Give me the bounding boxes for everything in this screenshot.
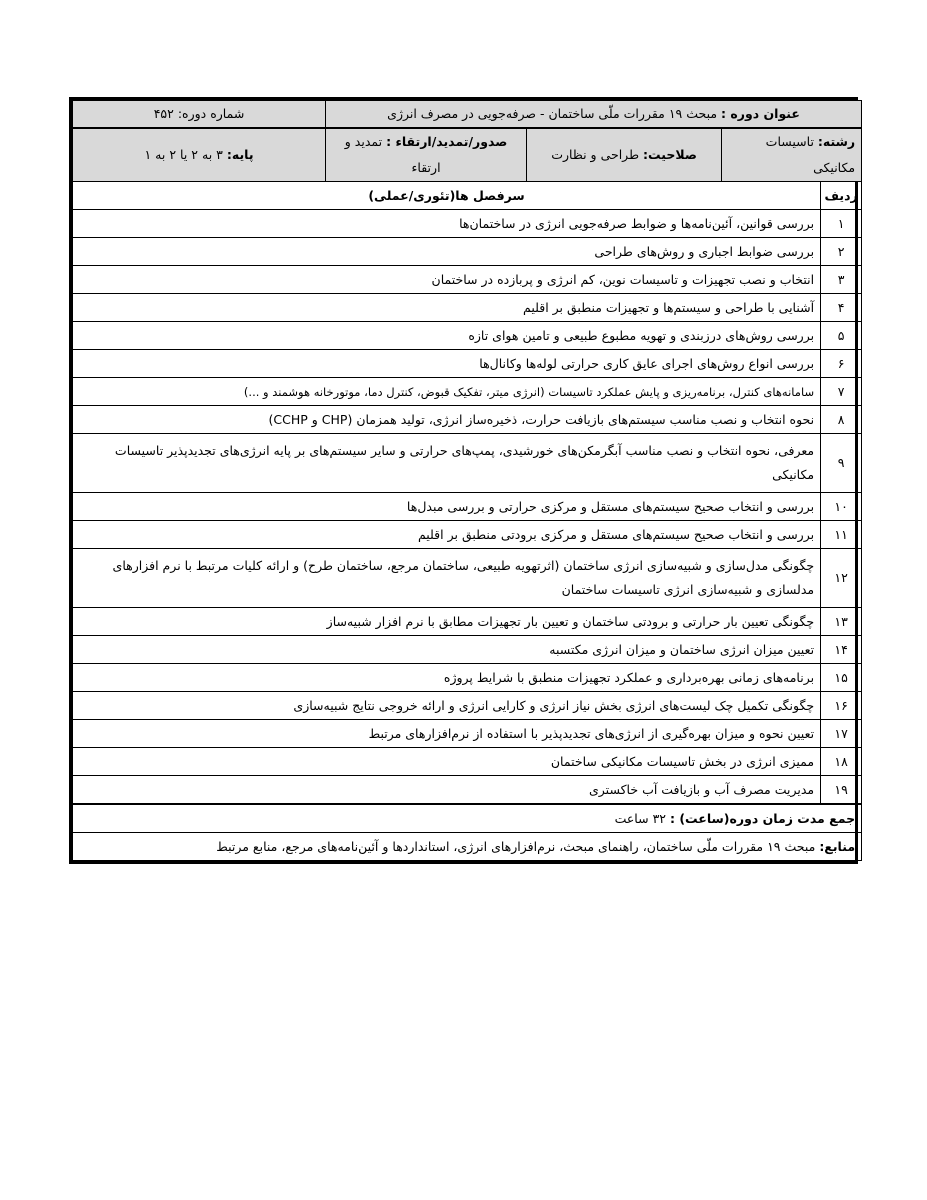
issue-value: تمدید و ارتقاء — [344, 134, 441, 175]
sources-cell — [73, 833, 862, 861]
row-number: ۱۲ — [821, 549, 862, 608]
row-number: ۱۱ — [821, 521, 862, 549]
syllabus-table — [72, 100, 862, 861]
course-title-label: عنوان دوره : — [721, 106, 800, 121]
sources-row — [73, 833, 862, 861]
table-row — [73, 493, 862, 521]
table-row — [73, 776, 862, 805]
row-topic: تعیین میزان انرژی ساختمان و میزان انرژی مکتسبه — [73, 636, 821, 664]
table-row — [73, 322, 862, 350]
row-topic: مدیریت مصرف آب و بازیافت آب خاکستری — [73, 776, 821, 805]
course-title-value: مبحث ۱۹ مقررات ملّی ساختمان - صرفه‌جویی در مصرف انرژی — [387, 106, 718, 121]
table-row — [73, 406, 862, 434]
table-row — [73, 434, 862, 493]
row-topic: تعیین نحوه و میزان بهره‌گیری از انرژی‌های تجدیدپذیر با استفاده از نرم‌افزارهای مرتبط — [73, 720, 821, 748]
row-topic: چگونگی تعیین بار حرارتی و برودتی ساختمان و تعیین بار تجهیزات مطابق با نرم افزار شبیه‌ساز — [73, 608, 821, 636]
row-number: ۳ — [821, 266, 862, 294]
row-topic: چگونگی مدل‌سازی و شبیه‌سازی انرژی ساختمان (اثرتهویه طبیعی، ساختمان مرجع، ساختمان طرح) و ارائه کلیات مرتبط با نرم افزارهای مدلسازی و شبیه‌سازی انرژی تاسیسات ساختمان — [73, 549, 821, 608]
issue-label: صدور/تمدید/ارتقاء : — [386, 134, 508, 149]
row-topic: چگونگی تکمیل چک لیست‌های انرژی بخش نیاز انرژی و کارایی انرژی و ارائه خروجی نتایج شبیه‌سازی — [73, 692, 821, 720]
row-number: ۱۵ — [821, 664, 862, 692]
table-row — [73, 238, 862, 266]
topics-header: سرفصل ها(تئوری/عملی) — [73, 182, 821, 210]
row-topic: بررسی روش‌های درزبندی و تهویه مطبوع طبیعی و تامین هوای تازه — [73, 322, 821, 350]
row-topic: بررسی ضوابط اجباری و روش‌های طراحی — [73, 238, 821, 266]
row-number: ۶ — [821, 350, 862, 378]
row-topic: بررسی قوانین، آئین‌نامه‌ها و ضوابط صرفه‌جویی انرژی در ساختمان‌ها — [73, 210, 821, 238]
row-number: ۱ — [821, 210, 862, 238]
row-number: ۸ — [821, 406, 862, 434]
row-topic: نحوه انتخاب و نصب مناسب سیستم‌های بازیافت حرارت، ذخیره‌ساز انرژی، تولید همزمان (CHP و CCHP) — [73, 406, 821, 434]
course-syllabus-sheet — [69, 97, 858, 864]
column-header-row — [73, 182, 862, 210]
header-row-details — [73, 128, 862, 182]
grade-cell — [73, 128, 326, 182]
row-number: ۲ — [821, 238, 862, 266]
issue-cell — [326, 128, 527, 182]
row-topic: سامانه‌های کنترل، برنامه‌ریزی و پایش عملکرد تاسیسات (انرژی میتر، تفکیک قبوض، کنترل دما، موتورخانه هوشمند و ...) — [73, 378, 821, 406]
table-row — [73, 350, 862, 378]
field-cell — [722, 128, 862, 182]
table-row — [73, 378, 862, 406]
row-number: ۱۸ — [821, 748, 862, 776]
row-topic: بررسی انواع روش‌های اجرای عایق کاری حرارتی لوله‌ها وکانال‌ها — [73, 350, 821, 378]
row-number: ۴ — [821, 294, 862, 322]
row-topic: ممیزی انرژی در بخش تاسیسات مکانیکی ساختمان — [73, 748, 821, 776]
row-topic: برنامه‌های زمانی بهره‌برداری و عملکرد تجهیزات منطبق با شرایط پروژه — [73, 664, 821, 692]
row-number: ۷ — [821, 378, 862, 406]
total-duration-value: ۳۲ ساعت — [614, 810, 666, 826]
row-topic: انتخاب و نصب تجهیزات و تاسیسات نوین، کم انرژی و پربازده در ساختمان — [73, 266, 821, 294]
table-row — [73, 692, 862, 720]
row-topic: معرفی، نحوه انتخاب و نصب مناسب آبگرمکن‌های خورشیدی، پمپ‌های حرارتی و سایر سیستم‌های بر پایه انرژی‌های تجدیدپذیر تاسیسات مکانیکی — [73, 434, 821, 493]
table-row — [73, 521, 862, 549]
row-number: ۱۶ — [821, 692, 862, 720]
grade-value: ۳ به ۲ یا ۲ به ۱ — [144, 147, 223, 162]
table-row — [73, 608, 862, 636]
field-value: تاسیسات مکانیکی — [765, 134, 856, 175]
competence-value: طراحی و نظارت — [551, 147, 640, 162]
row-number: ۱۷ — [821, 720, 862, 748]
table-row — [73, 549, 862, 608]
row-number-header: ردیف — [821, 182, 862, 210]
sources-value: مبحث ۱۹ مقررات ملّی ساختمان، راهنمای مبحث، نرم‌افزارهای انرژی، استانداردها و آئین‌نامه‌های مرجع، منابع مرتبط — [216, 838, 816, 854]
row-number: ۹ — [821, 434, 862, 493]
row-topic: بررسی و انتخاب صحیح سیستم‌های مستقل و مرکزی برودتی منطبق بر اقلیم — [73, 521, 821, 549]
grade-label: پایه: — [226, 147, 254, 162]
table-row — [73, 636, 862, 664]
total-duration-label: جمع مدت زمان دوره(ساعت) : — [669, 810, 856, 826]
competence-cell — [527, 128, 722, 182]
row-topic: آشنایی با طراحی و سیستم‌ها و تجهیزات منطبق بر اقلیم — [73, 294, 821, 322]
row-topic: بررسی و انتخاب صحیح سیستم‌های مستقل و مرکزی حرارتی و بررسی مبدل‌ها — [73, 493, 821, 521]
table-row — [73, 720, 862, 748]
table-row — [73, 664, 862, 692]
row-number: ۵ — [821, 322, 862, 350]
course-title-cell — [326, 101, 862, 129]
table-row — [73, 294, 862, 322]
header-row-course — [73, 101, 862, 129]
row-number: ۱۴ — [821, 636, 862, 664]
course-number: شماره دوره: ۴۵۲ — [153, 106, 245, 121]
total-duration-row — [73, 804, 862, 833]
row-number: ۱۳ — [821, 608, 862, 636]
course-number-cell — [73, 101, 326, 129]
field-label: رشته: — [817, 134, 856, 149]
row-number: ۱۹ — [821, 776, 862, 805]
row-number: ۱۰ — [821, 493, 862, 521]
table-row — [73, 210, 862, 238]
sources-label: منابع: — [819, 838, 856, 854]
table-row — [73, 266, 862, 294]
competence-label: صلاحیت: — [643, 147, 697, 162]
total-duration-cell — [73, 804, 862, 833]
table-row — [73, 748, 862, 776]
